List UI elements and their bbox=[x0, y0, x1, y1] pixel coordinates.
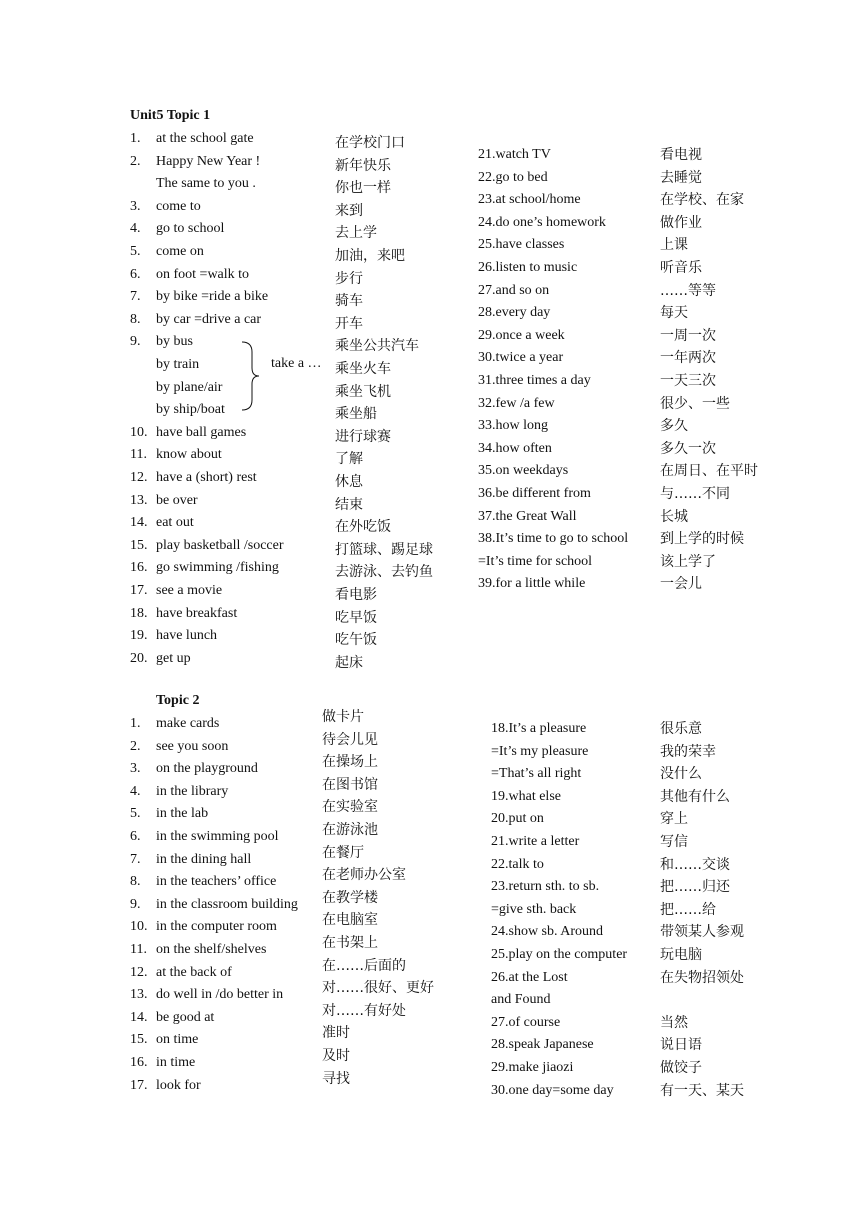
phrase-chinese: 在……后面的 bbox=[322, 957, 406, 974]
phrase-chinese: 一天三次 bbox=[660, 373, 716, 389]
phrase-english: 26.listen to music bbox=[478, 260, 578, 275]
phrase-english: 29.once a week bbox=[478, 327, 565, 343]
phrase-english: 31.three times a day bbox=[478, 373, 591, 388]
phrase-english: on time bbox=[156, 1032, 199, 1048]
item-number: 7. bbox=[130, 289, 141, 305]
phrase-english: =It’s time for school bbox=[478, 553, 593, 569]
phrase-english: in the swimming pool bbox=[156, 829, 279, 844]
phrase-english: be over bbox=[156, 492, 198, 508]
item-number: 15. bbox=[130, 537, 148, 553]
phrase-chinese: 一年两次 bbox=[660, 350, 716, 367]
phrase-english: 28.every day bbox=[478, 305, 551, 321]
phrase-chinese: 吃午饭 bbox=[335, 632, 377, 649]
phrase-english: 22.go to bed bbox=[478, 169, 548, 185]
phrase-english: =give sth. back bbox=[491, 901, 577, 917]
topic1-heading: Unit5 Topic 1 bbox=[130, 108, 211, 123]
phrase-chinese: 对……有好处 bbox=[322, 1002, 406, 1019]
phrase-english: =It’s my pleasure bbox=[491, 743, 589, 759]
item-number: 16. bbox=[130, 560, 148, 576]
item-number: 8. bbox=[130, 311, 141, 327]
phrase-english: 27.of course bbox=[491, 1014, 561, 1030]
phrase-chinese: 乘坐船 bbox=[335, 406, 377, 423]
phrase-english: have a (short) rest bbox=[156, 470, 257, 485]
phrase-chinese: 加油，来吧 bbox=[335, 248, 405, 264]
phrase-english: do well in /do better in bbox=[156, 987, 284, 1003]
item-number: 13. bbox=[130, 492, 148, 508]
phrase-chinese: 写信 bbox=[660, 834, 688, 850]
phrase-english: know about bbox=[156, 447, 222, 463]
item-number: 4. bbox=[130, 221, 141, 237]
phrase-chinese: 乘坐飞机 bbox=[335, 383, 391, 400]
phrase-english: by car =drive a car bbox=[156, 311, 262, 327]
phrase-chinese: 一会儿 bbox=[660, 576, 702, 593]
item-number: 19. bbox=[130, 628, 148, 644]
phrase-chinese: 在图书馆 bbox=[322, 776, 378, 793]
phrase-chinese: 看电视 bbox=[660, 147, 702, 163]
phrase-chinese: 在电脑室 bbox=[322, 912, 378, 929]
phrase-english: be good at bbox=[156, 1009, 215, 1025]
phrase-chinese: 听音乐 bbox=[660, 260, 702, 276]
phrase-english: have lunch bbox=[156, 628, 218, 644]
phrase-chinese: 在餐厅 bbox=[322, 844, 364, 861]
phrase-chinese: 寻找 bbox=[322, 1070, 350, 1087]
phrase-chinese: 做作业 bbox=[660, 214, 702, 231]
phrase-english: by bike =ride a bike bbox=[156, 289, 269, 305]
item-number: 6. bbox=[130, 266, 141, 282]
phrase-chinese: 对……很好、更好 bbox=[322, 980, 434, 997]
phrase-english: 27.and so on bbox=[478, 282, 550, 298]
phrase-chinese: 在游泳池 bbox=[322, 822, 378, 838]
phrase-english: 34.how often bbox=[478, 440, 552, 456]
phrase-chinese: 吃早饭 bbox=[335, 609, 377, 626]
phrase-english: on the playground bbox=[156, 761, 258, 777]
item-number: 14. bbox=[130, 1009, 148, 1025]
phrase-english: 18.It’s a pleasure bbox=[491, 721, 587, 736]
phrase-chinese: 在学校门口 bbox=[335, 135, 405, 151]
phrase-english: see you soon bbox=[156, 738, 229, 754]
phrase-chinese: 很乐意 bbox=[660, 721, 702, 737]
phrase-english: go to school bbox=[156, 221, 225, 237]
phrase-chinese: 在实验室 bbox=[322, 799, 378, 816]
phrase-chinese: 把……给 bbox=[660, 901, 716, 918]
phrase-english: in the dining hall bbox=[156, 851, 252, 867]
item-number: 4. bbox=[130, 783, 141, 799]
phrase-english: 29.make jiaozi bbox=[491, 1060, 574, 1075]
phrase-chinese: 起床 bbox=[335, 654, 363, 671]
phrase-chinese: 与……不同 bbox=[660, 486, 730, 502]
item-number: 11. bbox=[130, 942, 147, 957]
phrase-chinese: 看电影 bbox=[335, 587, 377, 603]
phrase-english: in the lab bbox=[156, 806, 209, 822]
phrase-english: in the classroom building bbox=[156, 896, 298, 912]
phrase-chinese: 在外吃饭 bbox=[335, 519, 391, 536]
phrase-chinese: 做饺子 bbox=[660, 1060, 702, 1076]
item-number: 8. bbox=[130, 874, 141, 890]
phrase-english: in time bbox=[156, 1055, 196, 1070]
phrase-chinese: 去睡觉 bbox=[660, 169, 702, 186]
item-number: 17. bbox=[130, 583, 148, 598]
item-number: 13. bbox=[130, 987, 148, 1003]
phrase-english: have breakfast bbox=[156, 605, 238, 621]
phrase-english: eat out bbox=[156, 515, 194, 531]
phrase-chinese: 去游泳、去钓鱼 bbox=[335, 564, 433, 581]
item-number: 1. bbox=[130, 716, 141, 731]
phrase-chinese: 了解 bbox=[335, 451, 363, 468]
phrase-english: 24.show sb. Around bbox=[491, 924, 604, 940]
item-number: 7. bbox=[130, 851, 141, 867]
topic2-heading: Topic 2 bbox=[156, 693, 200, 708]
phrase-chinese: 待会儿见 bbox=[322, 731, 378, 748]
phrase-english: =That’s all right bbox=[491, 766, 582, 782]
item-number: 15. bbox=[130, 1032, 148, 1048]
phrase-english: 38.It’s time to go to school bbox=[478, 531, 629, 547]
item-number: 10. bbox=[130, 424, 148, 440]
phrase-english: make cards bbox=[156, 716, 220, 731]
phrase-chinese: 一周一次 bbox=[660, 327, 716, 344]
phrase-english: come on bbox=[156, 244, 204, 259]
phrase-chinese: 及时 bbox=[322, 1048, 350, 1064]
item-number: 3. bbox=[130, 761, 141, 777]
phrase-english: 20.put on bbox=[491, 811, 544, 827]
phrase-chinese: 休息 bbox=[335, 474, 363, 490]
item-number: 2. bbox=[130, 153, 141, 169]
phrase-english: 37.the Great Wall bbox=[478, 508, 577, 524]
phrase-english: 28.speak Japanese bbox=[491, 1037, 594, 1053]
phrase-english: by plane/air bbox=[156, 379, 223, 395]
phrase-chinese: 该上学了 bbox=[660, 553, 716, 570]
phrase-english: by train bbox=[156, 357, 200, 372]
item-number: 6. bbox=[130, 829, 141, 844]
phrase-english: 23.return sth. to sb. bbox=[491, 879, 600, 895]
item-number: 17. bbox=[130, 1077, 148, 1093]
item-number: 14. bbox=[130, 515, 148, 531]
phrase-chinese: 打篮球、踢足球 bbox=[335, 541, 433, 558]
item-number: 20. bbox=[130, 650, 148, 666]
phrase-chinese: 带领某人参观 bbox=[660, 924, 744, 941]
phrase-chinese: 没什么 bbox=[660, 766, 702, 783]
phrase-english: 30.one day=some day bbox=[491, 1082, 614, 1098]
phrase-english: by bus bbox=[156, 334, 193, 350]
item-number: 1. bbox=[130, 131, 141, 146]
item-number: 12. bbox=[130, 964, 148, 980]
phrase-chinese: 说日语 bbox=[660, 1037, 702, 1054]
phrase-chinese: 乘坐公共汽车 bbox=[335, 338, 419, 355]
phrase-english: on foot =walk to bbox=[156, 266, 250, 282]
phrase-chinese: 在老师办公室 bbox=[322, 867, 406, 884]
phrase-english: 25.have classes bbox=[478, 237, 565, 253]
phrase-english: play basketball /soccer bbox=[156, 537, 284, 553]
item-number: 18. bbox=[130, 605, 148, 621]
phrase-english: 21.watch TV bbox=[478, 147, 551, 162]
item-number: 11. bbox=[130, 447, 147, 463]
phrase-english: look for bbox=[156, 1077, 201, 1093]
phrase-english: 22.talk to bbox=[491, 856, 544, 872]
brace-icon bbox=[240, 340, 260, 412]
phrase-english: in the teachers’ office bbox=[156, 874, 277, 890]
phrase-chinese: 骑车 bbox=[335, 293, 363, 310]
phrase-english: get up bbox=[156, 650, 191, 666]
item-number: 9. bbox=[130, 334, 141, 350]
phrase-english: 30.twice a year bbox=[478, 350, 564, 366]
phrase-chinese: 步行 bbox=[335, 270, 363, 287]
phrase-english: see a movie bbox=[156, 583, 223, 598]
phrase-chinese: 和……交谈 bbox=[660, 856, 730, 873]
item-number: 10. bbox=[130, 919, 148, 935]
item-number: 3. bbox=[130, 198, 141, 214]
item-number: 5. bbox=[130, 244, 141, 259]
phrase-chinese: 其他有什么 bbox=[660, 788, 730, 805]
phrase-english: 26.at the Lost bbox=[491, 969, 568, 985]
phrase-english: Happy New Year ! bbox=[156, 153, 261, 169]
take-a-label: take a … bbox=[271, 356, 322, 371]
phrase-chinese: 在周日、在平时 bbox=[660, 463, 758, 480]
phrase-chinese: 在失物招领处 bbox=[660, 969, 744, 986]
phrase-english: 23.at school/home bbox=[478, 192, 581, 208]
phrase-chinese: 很少、一些 bbox=[660, 395, 730, 412]
phrase-chinese: 你也一样 bbox=[335, 180, 391, 197]
phrase-chinese: 去上学 bbox=[335, 225, 377, 242]
phrase-chinese: 开车 bbox=[335, 315, 363, 332]
phrase-english: go swimming /fishing bbox=[156, 560, 279, 576]
phrase-chinese: 结束 bbox=[335, 496, 363, 513]
phrase-chinese: 有一天、某天 bbox=[660, 1082, 744, 1099]
phrase-chinese: 多久 bbox=[660, 418, 688, 435]
phrase-english: at the back of bbox=[156, 964, 232, 980]
phrase-chinese: 当然 bbox=[660, 1014, 688, 1031]
phrase-chinese: 每天 bbox=[660, 305, 688, 322]
phrase-chinese: 进行球赛 bbox=[335, 428, 391, 445]
phrase-english: 19.what else bbox=[491, 788, 561, 804]
item-number: 2. bbox=[130, 738, 141, 754]
item-number: 12. bbox=[130, 470, 148, 485]
phrase-english: 32.few /a few bbox=[478, 395, 555, 411]
item-number: 16. bbox=[130, 1055, 148, 1070]
phrase-english: 24.do one’s homework bbox=[478, 214, 606, 230]
phrase-english: by ship/boat bbox=[156, 402, 225, 418]
phrase-chinese: 穿上 bbox=[660, 811, 688, 828]
phrase-chinese: 到上学的时候 bbox=[660, 531, 744, 548]
item-number: 5. bbox=[130, 806, 141, 822]
phrase-english: The same to you . bbox=[156, 176, 256, 192]
phrase-english: 33.how long bbox=[478, 418, 548, 434]
phrase-chinese: 在操场上 bbox=[322, 754, 378, 771]
phrase-chinese: 长城 bbox=[660, 508, 688, 525]
phrase-english: come to bbox=[156, 198, 201, 214]
phrase-english: 21.write a letter bbox=[491, 834, 580, 849]
phrase-chinese: 准时 bbox=[322, 1025, 350, 1042]
phrase-chinese: 新年快乐 bbox=[335, 157, 391, 174]
phrase-chinese: 在教学楼 bbox=[322, 889, 378, 906]
phrase-english: 35.on weekdays bbox=[478, 463, 569, 479]
phrase-chinese: 玩电脑 bbox=[660, 947, 702, 963]
phrase-english: at the school gate bbox=[156, 131, 254, 146]
phrase-chinese: 在学校、在家 bbox=[660, 192, 744, 209]
phrase-chinese: 上课 bbox=[660, 237, 688, 254]
phrase-english: 25.play on the computer bbox=[491, 947, 628, 962]
phrase-english: in the computer room bbox=[156, 919, 277, 935]
phrase-english: 39.for a little while bbox=[478, 576, 586, 592]
phrase-chinese: 把……归还 bbox=[660, 879, 730, 896]
phrase-chinese: 在书架上 bbox=[322, 935, 378, 951]
phrase-chinese: 乘坐火车 bbox=[335, 361, 391, 377]
phrase-english: have ball games bbox=[156, 424, 247, 440]
phrase-chinese: 多久一次 bbox=[660, 440, 716, 457]
phrase-chinese: 我的荣幸 bbox=[660, 743, 716, 760]
phrase-chinese: 做卡片 bbox=[322, 709, 364, 725]
phrase-english: on the shelf/shelves bbox=[156, 942, 267, 957]
item-number: 9. bbox=[130, 896, 141, 912]
phrase-english: 36.be different from bbox=[478, 486, 591, 501]
phrase-chinese: ……等等 bbox=[660, 282, 716, 299]
phrase-english: in the library bbox=[156, 783, 229, 799]
phrase-chinese: 来到 bbox=[335, 202, 363, 219]
phrase-english: and Found bbox=[491, 992, 551, 1008]
